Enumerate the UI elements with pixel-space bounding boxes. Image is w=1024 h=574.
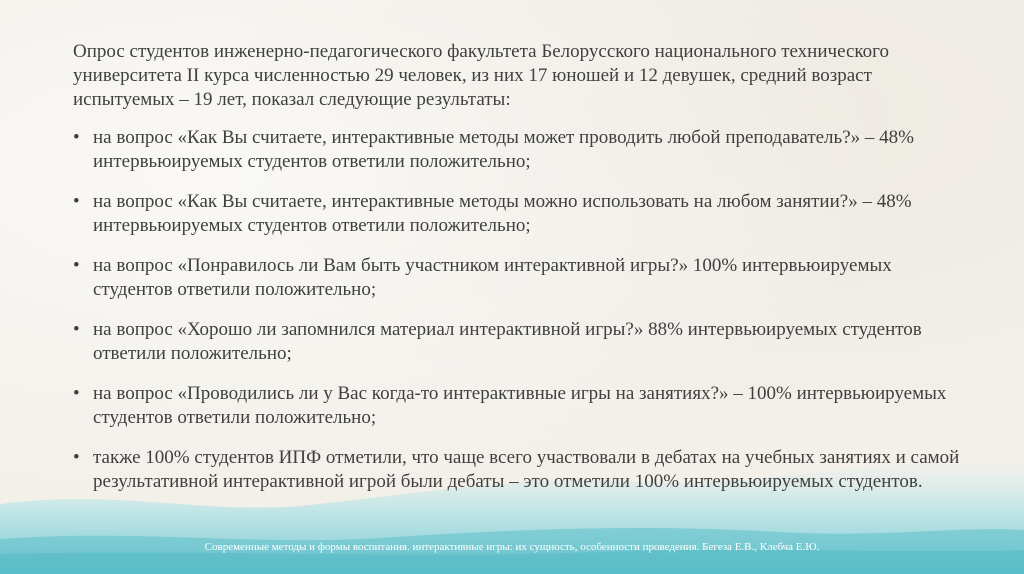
bullet-icon: • — [73, 447, 80, 468]
bullet-icon: • — [73, 255, 80, 276]
list-item — [73, 446, 963, 494]
results-list — [73, 126, 963, 494]
list-item-text: на вопрос «Хорошо ли запомнился материал интерактивной игры?» 88% интервьюируемых студентов ответили положительно; — [93, 319, 922, 364]
list-item — [73, 382, 963, 430]
list-item-text: на вопрос «Как Вы считаете, интерактивные методы может проводить любой преподаватель?» – 48% интервьюируемых студентов ответили положительно; — [93, 127, 914, 172]
bullet-icon: • — [73, 383, 80, 404]
list-item — [73, 190, 963, 238]
list-item-text: на вопрос «Проводились ли у Вас когда-то интерактивные игры на занятиях?» – 100% интервьюируемых студентов ответили положительно; — [93, 383, 947, 428]
list-item — [73, 318, 963, 366]
intro-paragraph: Опрос студентов инженерно-педагогического факультета Белорусского национального технического университета II курса численностью 29 человек, из них 17 юношей и 12 девушек, средний возраст испытуемых – 19 лет, показал следующие результаты: — [73, 41, 889, 110]
bullet-icon: • — [73, 319, 80, 340]
source-footer: Современные методы и формы воспитания. интерактивные игры: их сущность, особенности проведения. Бегеза Е.В., Клебча Е.Ю. — [204, 541, 820, 553]
list-item — [73, 254, 963, 302]
list-item — [73, 126, 963, 174]
bullet-icon: • — [73, 127, 80, 148]
list-item-text: на вопрос «Как Вы считаете, интерактивные методы можно использовать на любом занятии?» – 48% интервьюируемых студентов ответили положительно; — [93, 191, 912, 236]
list-item-text: также 100% студентов ИПФ отметили, что чаще всего участвовали в дебатах на учебных занятиях и самой результативной интерактивной игрой были дебаты – это отметили 100% интервьюируемых студентов. — [93, 447, 960, 492]
list-item-text: на вопрос «Понравилось ли Вам быть участником интерактивной игры?» 100% интервьюируемых студентов ответили положительно; — [93, 255, 892, 300]
bullet-icon: • — [73, 191, 80, 212]
slide-content — [73, 40, 963, 510]
